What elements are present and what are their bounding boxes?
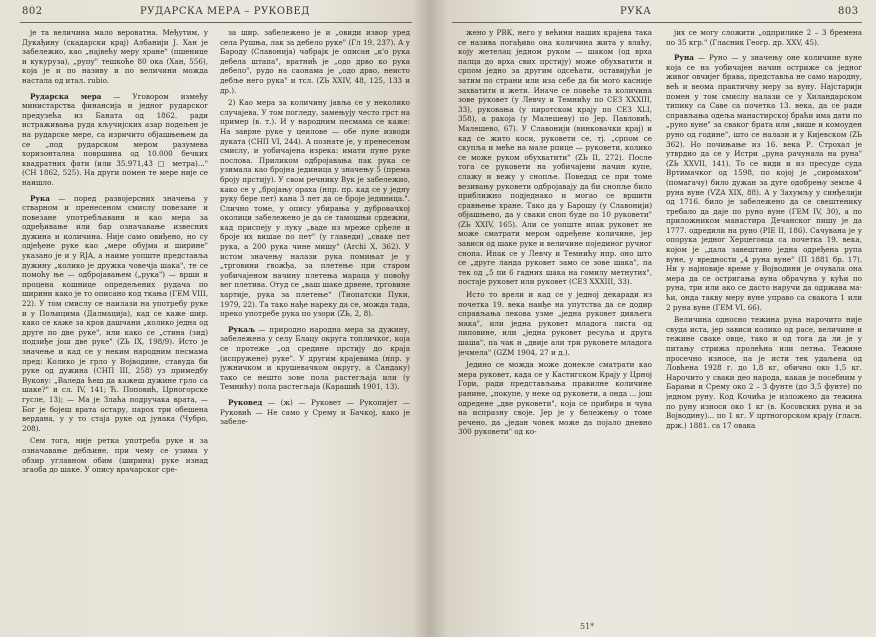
left-column-1 — [22, 28, 208, 628]
text-paragraph: 2) Као мера за количину јавља се у неколико случајева. У том погледу, замењују често грст на пример (в. т.). И у народним песмама се каже: На заврне руке у цеилове — обе пуне изводи дуката (СНП VI, 244). А познате је, у пренесеном смислу, и уобичајена изрека: имати пуне руке послова. Приликом одбројавања пак рука се узимала као бројна јединица у значењу 5 (према броју прстију). У свом речнику Вук је забележио, како се у „бројању ораха (нпр. пр. кад се у једну руку бере пет) кана 3 пет да се броје јединица.". Слично томе, у опису убирања у дубровачкој околици забележено је да се тамошњи срдежни, кад приспеју у луку „ваде из мреже срђеле и броје их вишае по пет" (у главеди) „сваке пет рука, а 200 рука чине мишу" (Archi X, 362). У истом значењу налази рука помињат је у „трговини гвожђа, за плетење при старом уобичајеном начину плетења мараца у повођу вег плетива. Отуд се „ваш шаке дрвене, трговине хартије, рука за плетење“ (Тиопатски Пуки, 1979, 22). Та тако нађе нареку да се, можда тада, преко употребе рука по узори (ZЬ, 2, 8). — [220, 98, 410, 319]
entry-text: — (ж) — Руковет — Рукопијет — Руковић — Не само у Срему и Бачкој, како је забеле- — [220, 397, 410, 427]
page-number-right: 803 — [838, 6, 859, 17]
entry-text: — Руно — у значењу оне количине вуне која се на уобичајен начин остриже са једног живог овчијег брава, представља не само народну, већ и веома практичну меру за вуну. Најстарији помен у том смислу налази се у Хиландарском типику са Саве са почетка 13. века, да се ради справљања одеља манастирској браћи има дати по „руно вуне" за сваког брата или „више и комоуден руно од године", што се налази и у Кијевском (ZЬ 362). Но почињање из 16. века Р. Строхал је утврдио да се у Истри „руна рачунала на руна" (ZЬ XXVII, 141). То се види и из пресуде суда Вртимачког од 1598, по којој је „сиромахом" (помагачу) било дужан за дуге одобрењу земље 4 руна вуне (VZA XIX, 88). А у Захумљу у синђелији од 1716. било је забележено да се свештенику требало да даје по руно вуне (ГЕМ IV, 30), а по приложником манастира Дечанског пишу је да 1777. одредили на руно (PIE II, 186). Сачувана је у опорука једног Херцеговца са почетка 19. века, којом је „дала завештано једна одређена рупа вуне, у вредности „4 руна вуне" (П 1881 бр. 17). Ни у најновије време у Војводини је очувала она мера да се остригања вуна обрачуна у кући по руна, три или ако се дасто наручи да одржава ма-ћи, онда такву меру вуне управо са свакога 1 или 2 руна вуне (ГЕМ VI, 66). — [666, 53, 862, 312]
left-page — [0, 0, 430, 637]
entry-headword: Рукаљ — [228, 324, 255, 334]
left-column-2 — [220, 28, 410, 628]
entry-text: — природно народна мера за дужину, забележена у селу Блацу округа топличког, која се протеже „од средине прстију до краја (испружене) руке". У другим крајевима (нпр. у јужничком и крушевачком округу, а Сандаку) тако се нешто зове пола растегљаја или (у Темнићу) пола растегљаја (Карашић 1901, 13). — [220, 324, 410, 392]
header-rule-left — [20, 22, 412, 23]
text-paragraph: је та величина мало вероватна. Међутим, у Дукађину (скадарски крај) Албанији Ј. Хан је забележио, као „највећу меру хране" (пшенице и кукуруза), „рупу" тешкоће 80 ока (Хан, 556), која је и по називу и по величини можда настала од итал. rubio. — [22, 28, 208, 85]
text-paragraph: Исто то врели и кад се у једној декаради из почетка 19. века наиђе на упутства да се додир справљања лекова узме „једна руковет дивљега мака", или једна руковет младога листа од липовине, или „једна руковет ресуља и друга шаша", па чак и „двије али три руковете младога јечмела" (GZM 1904, 27 и д.). — [458, 290, 652, 357]
right-column-2 — [666, 28, 862, 628]
entry-text: — Уговором између министарства финансија и једног рударског предузећа из Баната од 1862. ради истраживања руда кључијских азар подељен је на рударске мере, са изричито објашњењем да се „под рударском мером разумева хоризонтална површина од 10.000 бечких квадратних фати (или 35.971,43 □ метра)..." (СН 1862, 525). На други помен те мере није се наишло. — [22, 91, 208, 187]
text-paragraph: Једино се можда може донекле сматрати као мера руковет, када се у Кастигском Крају у Црној Гори, ради представљања правилне количине ранине, „покупе, у неке од руковети, а онда ... још одредене „две руковети", која се прибира и чува на испразну своје. Јер је у бележењу о томе речено, да „један човек може да појало дневно 300 руковети" од ко- — [458, 360, 652, 437]
text-paragraph: за шир. забележено је и „овиди извор уред села Рушња, лак за дебело руке" (Гл 19, 237). А у Бароду (Славонија) чабрајк је описан „к'о рука дебела штапа", вратнић је „одо дрво ко рука дебело", рудо на саонама је „одо дрво, неисто дебље него рука" и тсл. (ZЬ XXIV, 48, 125, 133 и др.). — [220, 28, 410, 95]
right-page — [430, 0, 876, 637]
text-paragraph: јих се могу сложити „одприлике 2 – 3 бремена по 35 кгр." (Гласник Геогр. др. XXV, 45). — [666, 28, 862, 47]
running-head-left: РУДАРСКА МЕРА – РУКОВЕД — [140, 6, 310, 17]
entry-text: — поред развојерсних значења у стварном и пренесеном смислу повезане и повезане употребљавани и као мера за одређивање или бар означавање извесних дужина и количина. Није само овиђено, но су одјеђене руке као „мере обујма и ширине" указано је и у RJA, а наиме уопште представља дужину „колико је дружка човечја шака", те се помоћу ње — одбројавањем („рука") — врши и процена кошнице опредељених рудача по ширини како је то описано код ткања (ГЕМ VIII, 22). У том смислу се наилази на употребу руке и у Пољицима (Далмација), кад се каже шир. како се каже за кров дашчани „колико једна од друге по две руке", или како се „стина (зид) подзиђе још две руке" (ZЬ IX, 198/9). Исто је значење и кад се у неким народним песмама пред: Колико је грло у Војводине, ставуда би руке од дужина (СНП III, 258) уз примедбу Вукову: „Валеда ћеш да кажеш дужине грло са шаке?" и сл. IV, 141; Ћ. Поповић, Црногорске гусле, 13); — Ма је Злаћа подручака врата, — Бог је бојеш врата остару, парох три обешена вердана, у у то стаја руке од јунака (Чубро, 208). — [22, 193, 208, 433]
running-head-right: РУКА — [620, 6, 652, 17]
dictionary-entry — [22, 92, 208, 188]
page-number-left: 802 — [22, 6, 43, 17]
text-paragraph: Величина односно тежина руна нарочито није свуда иста, јер зависи колико од расе, величине и тежине сваке овце, тако и од тога да ли је у питању стрижа пролећна или летња. Тежине просечно износе, па је исти тек удаљена од Ловћена 1928 г. до 1,8 кг, обично око 1,5 кг. Нарочито у сваки део народа, какав је посебним у Барањи и Срему око 2 – 3 фунте (до 3,5 фунте) по једном руну. Код Кочића је изложено да тежина по руну износи око 1 кг (в. Косовских руна и за Војводину)... по 1 кг. У цртногорском крају (гласн. држ.) 1881. са 17 овака — [666, 315, 862, 430]
entry-headword: Рударска мера — [30, 91, 102, 101]
text-paragraph: Сем тога, није ретка употреба руке и за означавање дебљине, при чему се узима у обзир углавном обим (ширина) руке изнад згаоба до шаке. У опису врачарског сре- — [22, 436, 208, 475]
signature-mark: 51* — [580, 622, 595, 631]
entry-headword: Руковед — [228, 397, 263, 407]
dictionary-entry — [666, 53, 862, 312]
entry-headword: Руна — [674, 53, 694, 63]
entry-headword: Рука — [30, 193, 50, 203]
dictionary-entry — [220, 398, 410, 427]
dictionary-entry — [220, 325, 410, 392]
right-column-1 — [458, 28, 652, 628]
dictionary-entry — [22, 194, 208, 434]
text-paragraph: жено у РВК, него у већини наших крајева така се назива погађиво она количина жита у влаћу, коју жетелац једном руком — шаком (од врха палца до врха свих прстију) може обухватити и српом једно за другим одсећати, оставијући је затим по страни или иза себе да би мого касније захватити и жети. Иначе се повеће та количина зове руковет (у Левчу и Темнићу по СЕЗ XXXIII, 33), руковања (у пиротском крају по СЕЗ XLI, 358), а ракоја (у Малешеву) по Јер. Павловић, Малешево, 67). У Славонији (винковачки крај) и кад се жито коси, руковети се, тј. „српом се скупља и меће на мале рпице — руковети, колико се може руком обухватити" (ZЬ II, 272). После тога се руковети на уобичајени начин купе, слажу и вежу у снопље. Поведад се при томе везивању руковети одбројавају да би снопље било приближно подједнако и могао се вршити сравњење хране. Тако да у Барошу (у Славонији) објашњено, да у сваки сноп буде по 10 руковети" (ZЬ XXIV, 165). Али се уопште ипак руковет не може сматрати мером одређене количине, јер зависи од шаке руке и величине појединог ручног снопа. Ипак се у Левчу и Темнићу нпр. оно што се „друге ланда руковет замо се зове шака", па тек од „5 пи 6 гадних шака на гомилу метнутих", постаје руковет или руковет (СЕЗ XXXIII, 33). — [458, 28, 652, 287]
header-rule-right — [452, 22, 862, 23]
